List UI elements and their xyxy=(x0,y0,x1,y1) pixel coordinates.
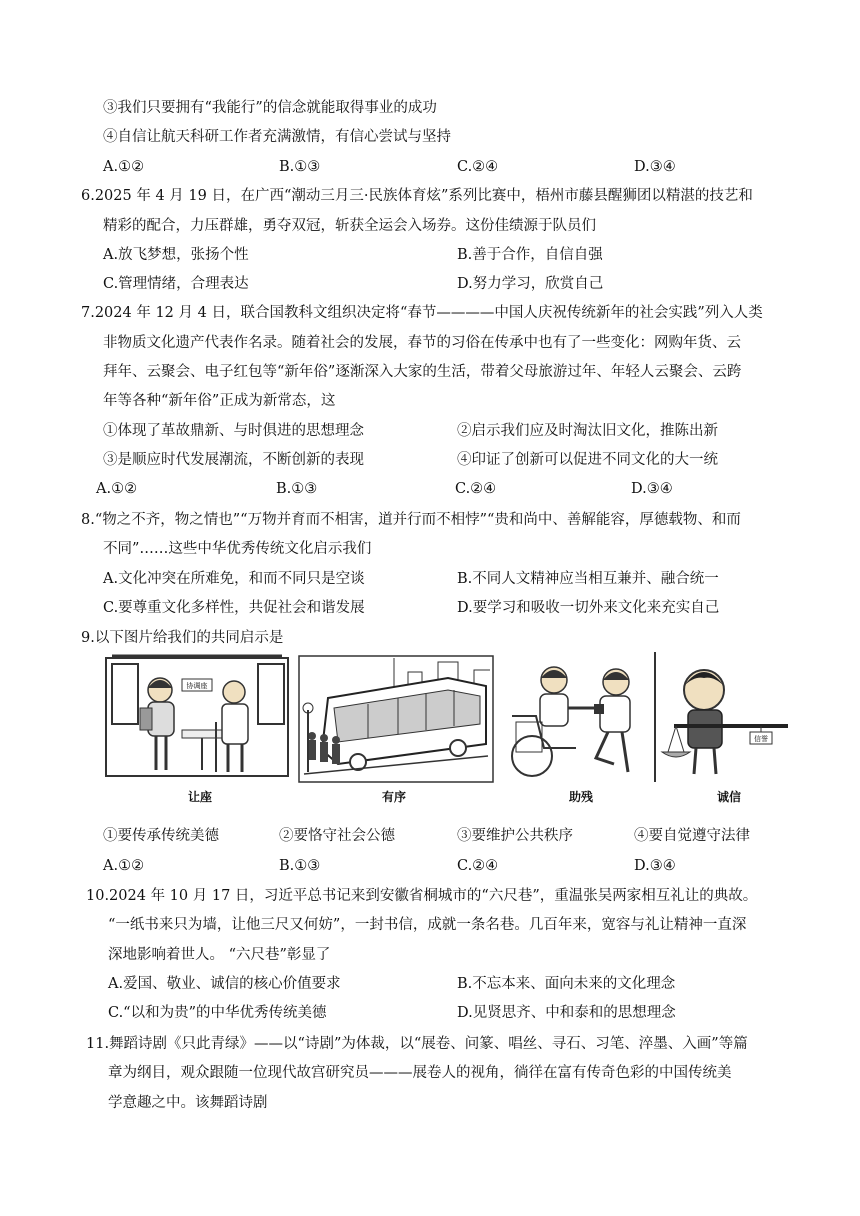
q7-option-c: C.②④ xyxy=(455,481,497,497)
integrity-sign-text: 信誉 xyxy=(754,735,768,743)
q10-option-d: D.见贤思齐、中和泰和的思想理念 xyxy=(457,1005,676,1021)
q10-stem-line-1: 10.2024 年 10 月 17 日，习近平总书记来到安徽省桐城市的“六尺巷”，重温张吴两家相互礼让的典故。 xyxy=(86,888,758,904)
q9-picture-orderly xyxy=(298,652,494,802)
q9-statement-4: ④要自觉遵守法律 xyxy=(634,828,750,844)
q6-option-c: C.管理情绪，合理表达 xyxy=(103,276,249,292)
q10-stem-line-3: 深地影响着世人。 “六尺巷”彰显了 xyxy=(108,947,331,963)
q7-stem-line-4: 年等各种“新年俗”正成为新常态，这 xyxy=(103,393,336,409)
q7-statement-2: ②启示我们应及时淘汰旧文化，推陈出新 xyxy=(457,423,718,439)
q9-statement-2: ②要恪守社会公德 xyxy=(279,828,395,844)
q7-option-b: B.①③ xyxy=(276,481,318,497)
q11-stem-line-2: 章为纲目，观众跟随一位现代故宫研究员———展卷人的视角，徜徉在富有传奇色彩的中国传统美 xyxy=(108,1065,732,1081)
q5-option-d: D.③④ xyxy=(634,159,676,175)
q6-option-b: B.善于合作，自信自强 xyxy=(457,247,603,263)
q11-stem-line-3: 学意趣之中。该舞蹈诗剧 xyxy=(108,1095,268,1111)
q8-option-a: A.文化冲突在所难免，和而不同只是空谈 xyxy=(103,571,365,587)
q9-caption-integrity: 诚信 xyxy=(717,790,742,804)
q9-option-c: C.②④ xyxy=(457,858,499,874)
q9-option-d: D.③④ xyxy=(634,858,676,874)
q9-option-b: B.①③ xyxy=(279,858,321,874)
q10-option-b: B.不忘本来、面向未来的文化理念 xyxy=(457,976,676,992)
q8-option-d: D.要学习和吸收一切外来文化来充实自己 xyxy=(457,600,720,616)
q6-option-a: A.放飞梦想，张扬个性 xyxy=(103,247,249,263)
q7-statement-1: ①体现了革故鼎新、与时俱进的思想理念 xyxy=(103,423,364,439)
q7-option-a: A.①② xyxy=(96,481,138,497)
q6-stem-line-2: 精彩的配合，力压群雄，勇夺双冠，斩获全运会入场券。这份佳绩源于队员们 xyxy=(103,218,596,234)
q10-stem-line-2: “一纸书来只为墙，让他三尺又何妨”，一封书信，成就一条名巷。几百年来，宽容与礼让精神一直深 xyxy=(108,917,747,933)
q7-stem-line-2: 非物质文化遗产代表作名录。随着社会的发展，春节的习俗在传承中也有了一些变化：网购年货、云 xyxy=(103,335,741,351)
q8-option-c: C.要尊重文化多样性，共促社会和谐发展 xyxy=(103,600,365,616)
q9-statement-1: ①要传承传统美德 xyxy=(103,828,219,844)
q9-picture-offer-seat xyxy=(104,652,290,802)
q5-statement-3: ③我们只要拥有“我能行”的信念就能取得事业的成功 xyxy=(103,100,437,116)
q9-statement-3: ③要维护公共秩序 xyxy=(457,828,573,844)
q8-stem-line-1: 8.“物之不齐，物之情也”“万物并育而不相害，道并行而不相悖”“贵和尚中、善解能容，厚德载物、和而 xyxy=(81,512,741,528)
q7-stem-line-1: 7.2024 年 12 月 4 日，联合国教科文组织决定将“春节————中国人庆祝传统新年的社会实践”列入人类 xyxy=(81,305,763,321)
q6-option-d: D.努力学习，欣赏自己 xyxy=(457,276,604,292)
q5-option-c: C.②④ xyxy=(457,159,499,175)
q9-picture-help-disabled xyxy=(496,652,656,802)
q10-option-c: C.“以和为贵”的中华优秀传统美德 xyxy=(108,1005,327,1021)
q8-stem-line-2: 不同”……这些中华优秀传统文化启示我们 xyxy=(103,541,372,557)
q10-option-a: A.爱国、敬业、诚信的核心价值要求 xyxy=(108,976,341,992)
q7-option-d: D.③④ xyxy=(631,481,673,497)
offer-seat-sign-text: 协调座 xyxy=(186,682,208,690)
q7-statement-3: ③是顺应时代发展潮流，不断创新的表现 xyxy=(103,452,364,468)
q5-option-b: B.①③ xyxy=(279,159,321,175)
q9-stem: 9.以下图片给我们的共同启示是 xyxy=(81,630,284,646)
q9-caption-orderly: 有序 xyxy=(382,790,407,804)
q7-statement-4: ④印证了创新可以促进不同文化的大一统 xyxy=(457,452,718,468)
q7-stem-line-3: 拜年、云聚会、电子红包等“新年俗”逐渐深入大家的生活，带着父母旅游过年、年轻人云聚会、云跨 xyxy=(103,364,742,380)
q5-statement-4: ④自信让航天科研工作者充满激情，有信心尝试与坚持 xyxy=(103,129,451,145)
q6-stem-line-1: 6.2025 年 4 月 19 日，在广西“潮动三月三·民族体育炫”系列比赛中，梧州市藤县醒狮团以精湛的技艺和 xyxy=(81,188,753,204)
q5-option-a: A.①② xyxy=(103,159,145,175)
q8-option-b: B.不同人文精神应当相互兼并、融合统一 xyxy=(457,571,719,587)
q9-caption-offer-seat: 让座 xyxy=(188,790,213,804)
q9-picture-integrity xyxy=(658,652,798,802)
q11-stem-line-1: 11.舞蹈诗剧《只此青绿》——以“诗剧”为体裁，以“展卷、问篆、唱丝、寻石、习笔、淬墨、入画”等篇 xyxy=(86,1036,748,1052)
q9-caption-help-disabled: 助残 xyxy=(569,790,594,804)
q9-option-a: A.①② xyxy=(103,858,145,874)
